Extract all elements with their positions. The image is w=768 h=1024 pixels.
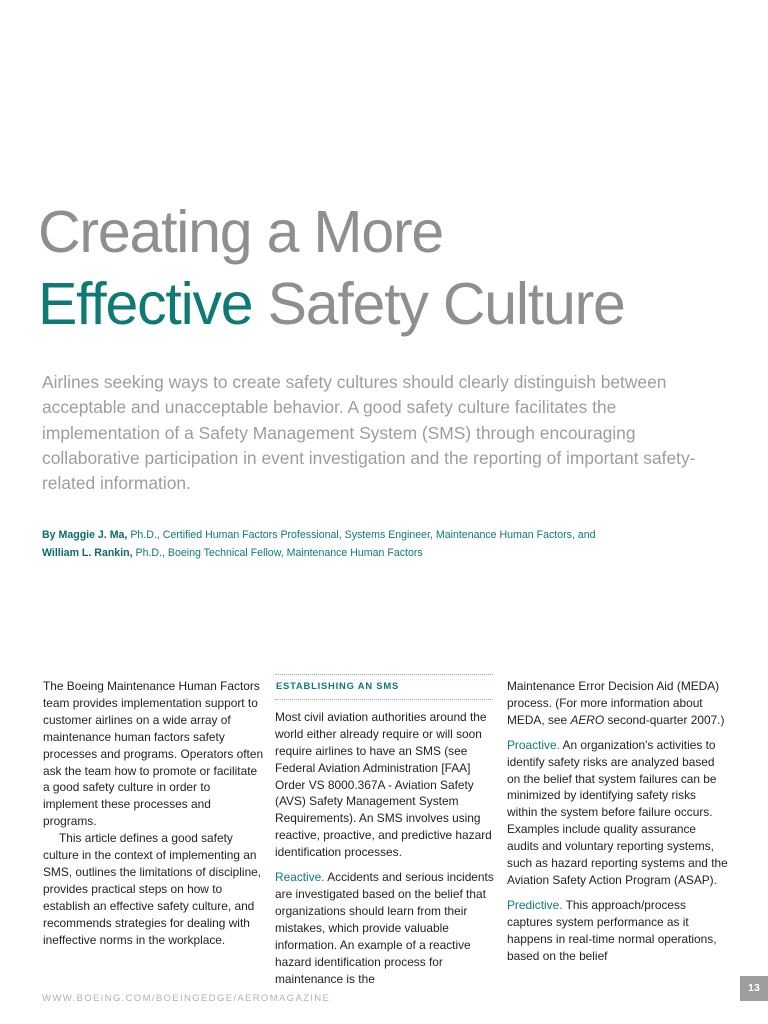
predictive-lead: Predictive. <box>507 897 563 912</box>
column-3-paragraph-2 <box>507 737 729 889</box>
byline-prefix: By <box>42 529 59 541</box>
byline-author-2 <box>42 545 732 563</box>
page-number-badge: 13 <box>740 976 768 1001</box>
column-2-paragraph-2 <box>275 869 495 987</box>
article-intro: Airlines seeking ways to create safety cultures should clearly distinguish between acceptable and unacceptable behavior. A good safety culture facilitates the implementation of a Safety Management System (SMS) through encouraging collaborative participation in event investigation and the reporting of important safety-related information. <box>42 372 696 494</box>
meda-text-after: second-quarter 2007.) <box>604 712 725 727</box>
byline-author-1 <box>42 527 732 545</box>
column-3-paragraph-1 <box>507 678 729 729</box>
title-accent-word: Effective <box>38 271 253 337</box>
reactive-body: Accidents and serious incidents are investigated based on the belief that organizations should learn from their mistakes, which provide valuable information. An example of a reactive hazard identification process for maintenance is the <box>275 870 494 986</box>
body-column-1 <box>43 678 265 949</box>
column-2-paragraph-1: Most civil aviation authorities around the world either already require or will soon require airlines to have an SMS (see Federal Aviation Administration [FAA] Order VS 8000.367A - Aviation Safety (AVS) Safety Management System Requirements). An SMS involves using reactive, proactive, and predictive hazard identification processes. <box>275 709 492 860</box>
body-column-2 <box>275 678 495 987</box>
column-1-paragraph-2: This article defines a good safety culture in the context of implementing an SMS, outlines the limitations of discipline, provides practical steps on how to establish an effective safety culture, and recommends strategies for dealing with ineffective norms in the workplace. <box>43 831 262 947</box>
author-2-credentials: Ph.D., Boeing Technical Fellow, Maintenance Human Factors <box>132 546 423 559</box>
title-line-1: Creating a More <box>38 199 444 265</box>
body-column-3 <box>507 678 729 965</box>
section-heading-establishing-sms: ESTABLISHING AN SMS <box>275 674 493 700</box>
byline <box>42 527 732 562</box>
title-line-2 <box>38 268 625 340</box>
column-3-paragraph-3 <box>507 897 729 965</box>
proactive-body: An organization's activities to identify safety risks are analyzed based on the belief that system failures can be minimized by identifying safety risks within the system before failure occurs. Examples include quality assurance audits and voluntary reporting systems, such as hazard reporting systems and the Aviation Safety Action Program (ASAP). <box>507 737 728 887</box>
reactive-lead: Reactive. <box>275 870 325 885</box>
meda-text-before: Maintenance Error Decision Aid (MEDA) process. (For more information about MEDA, see <box>507 679 720 727</box>
predictive-body: This approach/process captures system performance as it happens in real-time normal operations, based on the belief <box>507 897 717 963</box>
title-line-2-rest: Safety Culture <box>252 271 625 337</box>
footer-url: WWW.BOEING.COM/BOEINGEDGE/AEROMAGAZINE <box>42 993 331 1004</box>
aero-italic: AERO <box>570 712 605 727</box>
author-1-name: Maggie J. Ma, <box>58 529 128 541</box>
column-1-paragraph-1: The Boeing Maintenance Human Factors team provides implementation support to customer airlines on a wide array of maintenance human factors safety processes and programs. Operators often ask the team how to promote or facilitate a good safety culture in order to implement these processes and programs. <box>43 679 264 829</box>
article-title <box>38 196 625 340</box>
author-1-credentials: Ph.D., Certified Human Factors Professional, Systems Engineer, Maintenance Human Factors, and <box>127 529 596 541</box>
author-2-name: William L. Rankin, <box>42 546 133 559</box>
proactive-lead: Proactive. <box>507 737 560 752</box>
